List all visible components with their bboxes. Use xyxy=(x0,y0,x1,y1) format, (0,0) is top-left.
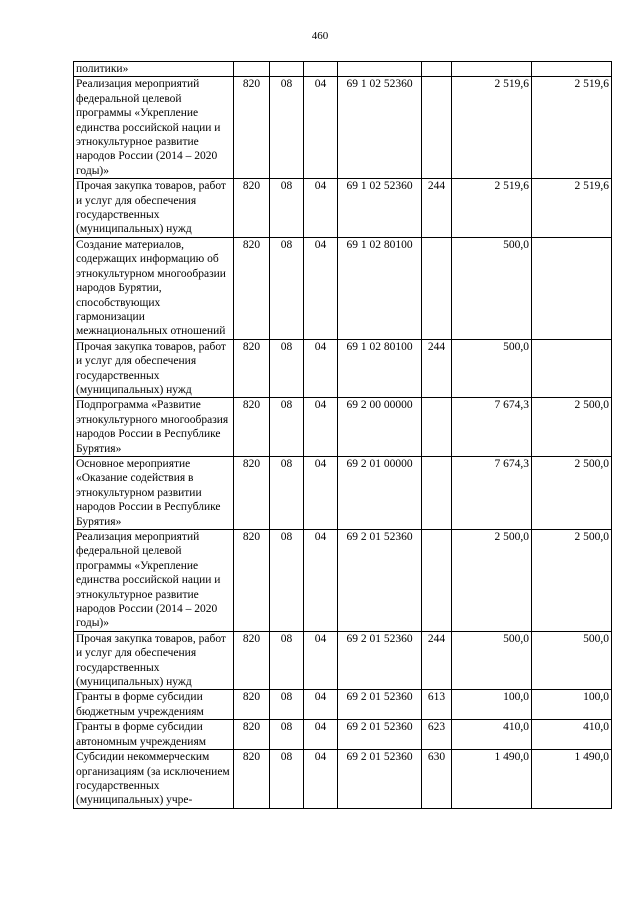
expense-type-cell xyxy=(422,237,452,339)
target-article-cell: 69 2 01 52360 xyxy=(338,690,422,720)
section-code-cell: 08 xyxy=(270,237,304,339)
section-code-cell: 08 xyxy=(270,456,304,529)
ministry-code-cell: 820 xyxy=(234,530,270,632)
subsection-code-cell xyxy=(304,62,338,77)
subsection-code-cell: 04 xyxy=(304,77,338,179)
table-row xyxy=(74,237,612,339)
table-row xyxy=(74,631,612,690)
subsection-code-cell: 04 xyxy=(304,720,338,750)
amount-cell-2: 2 500,0 xyxy=(532,398,612,457)
ministry-code-cell: 820 xyxy=(234,456,270,529)
amount-cell-2: 2 500,0 xyxy=(532,530,612,632)
amount-cell-2: 1 490,0 xyxy=(532,750,612,809)
expense-type-cell: 244 xyxy=(422,631,452,690)
amount-cell-1: 1 490,0 xyxy=(452,750,532,809)
row-name-cell: политики» xyxy=(74,62,234,77)
table-row xyxy=(74,179,612,238)
subsection-code-cell: 04 xyxy=(304,339,338,398)
amount-cell-1: 500,0 xyxy=(452,631,532,690)
table-row xyxy=(74,750,612,809)
target-article-cell: 69 2 01 52360 xyxy=(338,530,422,632)
table-row xyxy=(74,62,612,77)
row-name-cell: Прочая закупка товаров, работ и услуг для обеспечения государственных (муниципальных) нужд xyxy=(74,339,234,398)
budget-table xyxy=(73,61,612,809)
expense-type-cell xyxy=(422,456,452,529)
section-code-cell: 08 xyxy=(270,398,304,457)
subsection-code-cell: 04 xyxy=(304,690,338,720)
ministry-code-cell: 820 xyxy=(234,631,270,690)
amount-cell-2: 100,0 xyxy=(532,690,612,720)
amount-cell-1: 100,0 xyxy=(452,690,532,720)
row-name-cell: Прочая закупка товаров, работ и услуг для обеспечения государственных (муниципальных) нужд xyxy=(74,179,234,238)
table-row xyxy=(74,398,612,457)
amount-cell-1: 2 519,6 xyxy=(452,179,532,238)
expense-type-cell: 244 xyxy=(422,339,452,398)
amount-cell-1: 500,0 xyxy=(452,339,532,398)
ministry-code-cell: 820 xyxy=(234,690,270,720)
ministry-code-cell: 820 xyxy=(234,339,270,398)
table-row xyxy=(74,720,612,750)
expense-type-cell xyxy=(422,530,452,632)
subsection-code-cell: 04 xyxy=(304,456,338,529)
amount-cell-1 xyxy=(452,62,532,77)
amount-cell-2: 2 500,0 xyxy=(532,456,612,529)
amount-cell-2: 410,0 xyxy=(532,720,612,750)
subsection-code-cell: 04 xyxy=(304,398,338,457)
row-name-cell: Реализация мероприятий федеральной целевой программы «Укрепление единства российской нации и этнокультурное развитие народов России (2014 – 2020 годы)» xyxy=(74,77,234,179)
amount-cell-1: 2 500,0 xyxy=(452,530,532,632)
amount-cell-2: 2 519,6 xyxy=(532,179,612,238)
amount-cell-1: 500,0 xyxy=(452,237,532,339)
section-code-cell xyxy=(270,62,304,77)
expense-type-cell: 244 xyxy=(422,179,452,238)
row-name-cell: Прочая закупка товаров, работ и услуг для обеспечения государственных (муниципальных) нужд xyxy=(74,631,234,690)
ministry-code-cell: 820 xyxy=(234,77,270,179)
table-row xyxy=(74,690,612,720)
amount-cell-2 xyxy=(532,62,612,77)
ministry-code-cell xyxy=(234,62,270,77)
amount-cell-2: 500,0 xyxy=(532,631,612,690)
ministry-code-cell: 820 xyxy=(234,179,270,238)
target-article-cell: 69 2 00 00000 xyxy=(338,398,422,457)
amount-cell-1: 7 674,3 xyxy=(452,398,532,457)
subsection-code-cell: 04 xyxy=(304,631,338,690)
target-article-cell: 69 1 02 52360 xyxy=(338,77,422,179)
row-name-cell: Основное мероприятие «Оказание содействия в этнокультурном развитии народов России в Республике Бурятия» xyxy=(74,456,234,529)
ministry-code-cell: 820 xyxy=(234,750,270,809)
section-code-cell: 08 xyxy=(270,690,304,720)
row-name-cell: Создание материалов, содержащих информацию об этнокультурном многообразии народов Бурятии, способствующих гармонизации межнациональных отношений xyxy=(74,237,234,339)
table-row xyxy=(74,77,612,179)
subsection-code-cell: 04 xyxy=(304,530,338,632)
target-article-cell: 69 1 02 52360 xyxy=(338,179,422,238)
amount-cell-2 xyxy=(532,237,612,339)
target-article-cell xyxy=(338,62,422,77)
section-code-cell: 08 xyxy=(270,720,304,750)
section-code-cell: 08 xyxy=(270,750,304,809)
budget-table-body xyxy=(74,62,612,809)
target-article-cell: 69 1 02 80100 xyxy=(338,237,422,339)
row-name-cell: Субсидии некоммерческим организациям (за исключением государственных (муниципальных) учре- xyxy=(74,750,234,809)
amount-cell-1: 2 519,6 xyxy=(452,77,532,179)
expense-type-cell xyxy=(422,398,452,457)
section-code-cell: 08 xyxy=(270,530,304,632)
target-article-cell: 69 2 01 52360 xyxy=(338,720,422,750)
expense-type-cell: 630 xyxy=(422,750,452,809)
target-article-cell: 69 2 01 52360 xyxy=(338,750,422,809)
subsection-code-cell: 04 xyxy=(304,237,338,339)
subsection-code-cell: 04 xyxy=(304,750,338,809)
ministry-code-cell: 820 xyxy=(234,237,270,339)
section-code-cell: 08 xyxy=(270,179,304,238)
row-name-cell: Гранты в форме субсидии бюджетным учреждениям xyxy=(74,690,234,720)
ministry-code-cell: 820 xyxy=(234,720,270,750)
target-article-cell: 69 1 02 80100 xyxy=(338,339,422,398)
target-article-cell: 69 2 01 52360 xyxy=(338,631,422,690)
amount-cell-2: 2 519,6 xyxy=(532,77,612,179)
expense-type-cell xyxy=(422,77,452,179)
expense-type-cell: 623 xyxy=(422,720,452,750)
table-row xyxy=(74,456,612,529)
row-name-cell: Гранты в форме субсидии автономным учреждениям xyxy=(74,720,234,750)
ministry-code-cell: 820 xyxy=(234,398,270,457)
table-row xyxy=(74,339,612,398)
amount-cell-1: 7 674,3 xyxy=(452,456,532,529)
row-name-cell: Реализация мероприятий федеральной целевой программы «Укрепление единства российской нации и этнокультурное развитие народов России (2014 – 2020 годы)» xyxy=(74,530,234,632)
section-code-cell: 08 xyxy=(270,339,304,398)
expense-type-cell: 613 xyxy=(422,690,452,720)
target-article-cell: 69 2 01 00000 xyxy=(338,456,422,529)
subsection-code-cell: 04 xyxy=(304,179,338,238)
expense-type-cell xyxy=(422,62,452,77)
amount-cell-1: 410,0 xyxy=(452,720,532,750)
section-code-cell: 08 xyxy=(270,77,304,179)
row-name-cell: Подпрограмма «Развитие этнокультурного многообразия народов России в Республике Бурятия» xyxy=(74,398,234,457)
table-row xyxy=(74,530,612,632)
section-code-cell: 08 xyxy=(270,631,304,690)
amount-cell-2 xyxy=(532,339,612,398)
page-number: 460 xyxy=(311,30,329,42)
